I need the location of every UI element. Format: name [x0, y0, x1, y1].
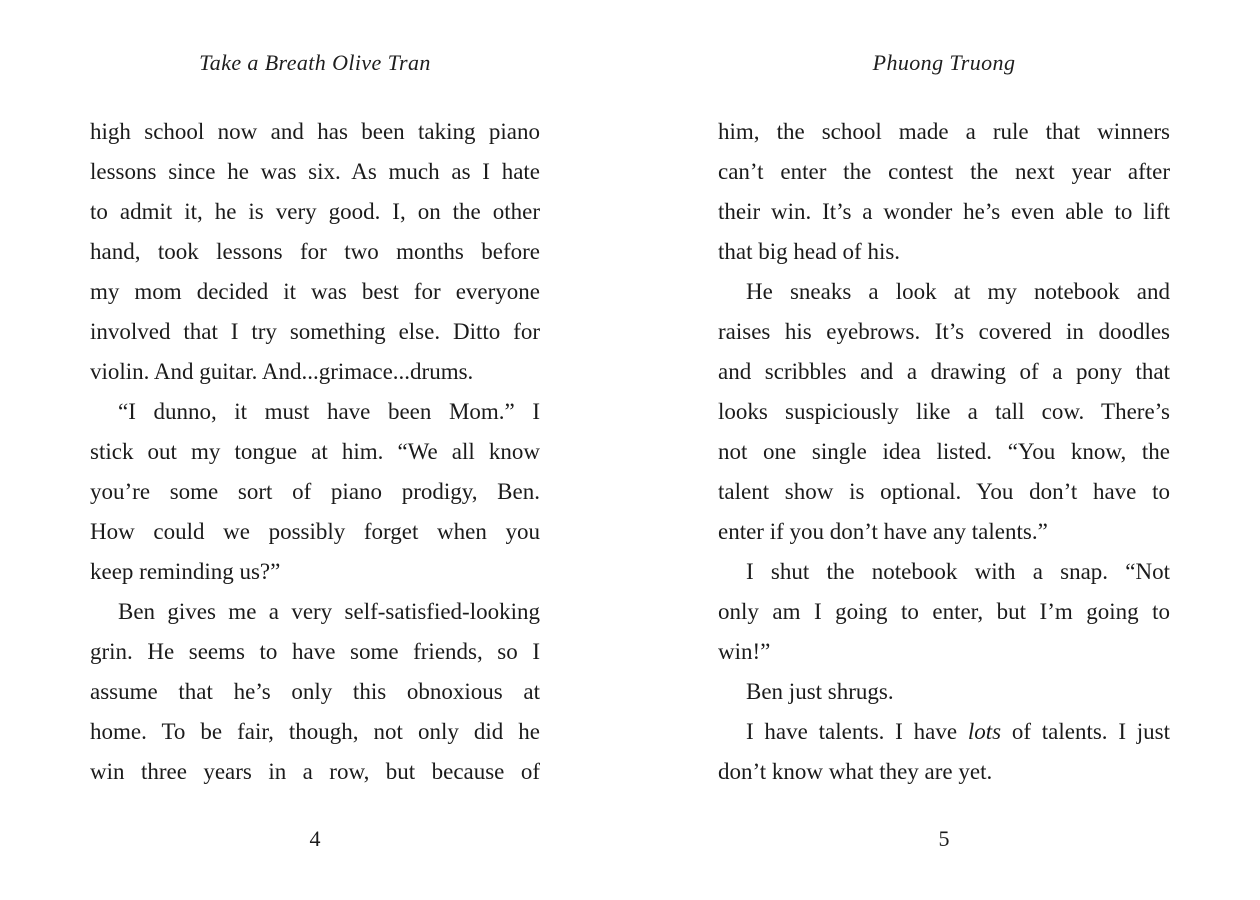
text-line [718, 192, 1170, 232]
text-run: win three years in a row, but because of [90, 759, 540, 784]
page-body-right [718, 112, 1170, 792]
text-line [90, 152, 540, 192]
text-line [718, 272, 1170, 312]
text-line [90, 712, 540, 752]
running-header-right: Phuong Truong [872, 50, 1016, 75]
text-run: him, the school made a rule that winners [718, 119, 1170, 144]
text-line [90, 592, 540, 632]
text-line [718, 232, 1170, 272]
book-page-left [90, 0, 540, 900]
text-line [90, 392, 540, 432]
page-body-left [90, 112, 540, 792]
text-run: talent show is optional. You don’t have to [718, 479, 1170, 504]
text-line [718, 472, 1170, 512]
text-run: to admit it, he is very good. I, on the other [90, 199, 540, 224]
text-line [90, 472, 540, 512]
text-line [90, 752, 540, 792]
text-run: home. To be fair, though, not only did he [90, 719, 540, 744]
text-run: win!” [718, 639, 771, 664]
text-run: high school now and has been taking piano [90, 119, 540, 144]
text-line [718, 152, 1170, 192]
running-header-left: Take a Breath Olive Tran [199, 50, 431, 75]
text-run: looks suspiciously like a tall cow. There’s [718, 399, 1170, 424]
text-run: I have talents. I have [746, 719, 968, 744]
text-line [90, 432, 540, 472]
text-run: keep reminding us?” [90, 559, 281, 584]
text-run: hand, took lessons for two months before [90, 239, 540, 264]
text-run: their win. It’s a wonder he’s even able to lift [718, 199, 1170, 224]
text-run: my mom decided it was best for everyone [90, 279, 540, 304]
text-run: Ben gives me a very self-satisfied-looking [118, 599, 540, 624]
text-run: enter if you don’t have any talents.” [718, 519, 1048, 544]
text-line [90, 312, 540, 352]
text-run: lessons since he was six. As much as I hate [90, 159, 540, 184]
text-run: of talents. I just [1001, 719, 1170, 744]
text-run: raises his eyebrows. It’s covered in doodles [718, 319, 1170, 344]
text-run: that big head of his. [718, 239, 901, 264]
text-line [718, 712, 1170, 752]
text-run: I shut the notebook with a snap. “Not [746, 559, 1170, 584]
text-run: How could we possibly forget when you [90, 519, 540, 544]
text-run: assume that he’s only this obnoxious at [90, 679, 540, 704]
text-line [90, 352, 540, 392]
text-run: don’t know what they are yet. [718, 759, 993, 784]
italic-text: lots [967, 719, 1002, 744]
text-run: violin. And guitar. And...grimace...drums. [90, 359, 474, 384]
text-line [718, 352, 1170, 392]
page-number-left: 4 [309, 826, 321, 851]
text-run: not one single idea listed. “You know, the [718, 439, 1170, 464]
text-line [718, 112, 1170, 152]
text-line [90, 512, 540, 552]
text-run: you’re some sort of piano prodigy, Ben. [90, 479, 540, 504]
text-line [718, 512, 1170, 552]
text-run: “I dunno, it must have been Mom.” I [118, 399, 540, 424]
text-line [90, 632, 540, 672]
text-run: and scribbles and a drawing of a pony that [718, 359, 1170, 384]
text-line [90, 192, 540, 232]
text-run: He sneaks a look at my notebook and [746, 279, 1170, 304]
text-line [90, 272, 540, 312]
text-run: only am I going to enter, but I’m going to [718, 599, 1170, 624]
text-line [90, 232, 540, 272]
text-run: stick out my tongue at him. “We all know [90, 439, 540, 464]
text-line [718, 432, 1170, 472]
text-run: involved that I try something else. Ditto for [90, 319, 540, 344]
text-run: can’t enter the contest the next year after [718, 159, 1170, 184]
text-run: Ben just shrugs. [746, 679, 894, 704]
text-run: grin. He seems to have some friends, so I [90, 639, 540, 664]
text-line [718, 592, 1170, 632]
book-page-right [718, 0, 1170, 900]
page-number-right: 5 [938, 826, 950, 851]
text-line [718, 312, 1170, 352]
text-line [718, 552, 1170, 592]
text-line [718, 392, 1170, 432]
text-line [90, 672, 540, 712]
text-line [718, 632, 1170, 672]
text-line [90, 112, 540, 152]
text-line [718, 752, 1170, 792]
text-line [90, 552, 540, 592]
text-line [718, 672, 1170, 712]
